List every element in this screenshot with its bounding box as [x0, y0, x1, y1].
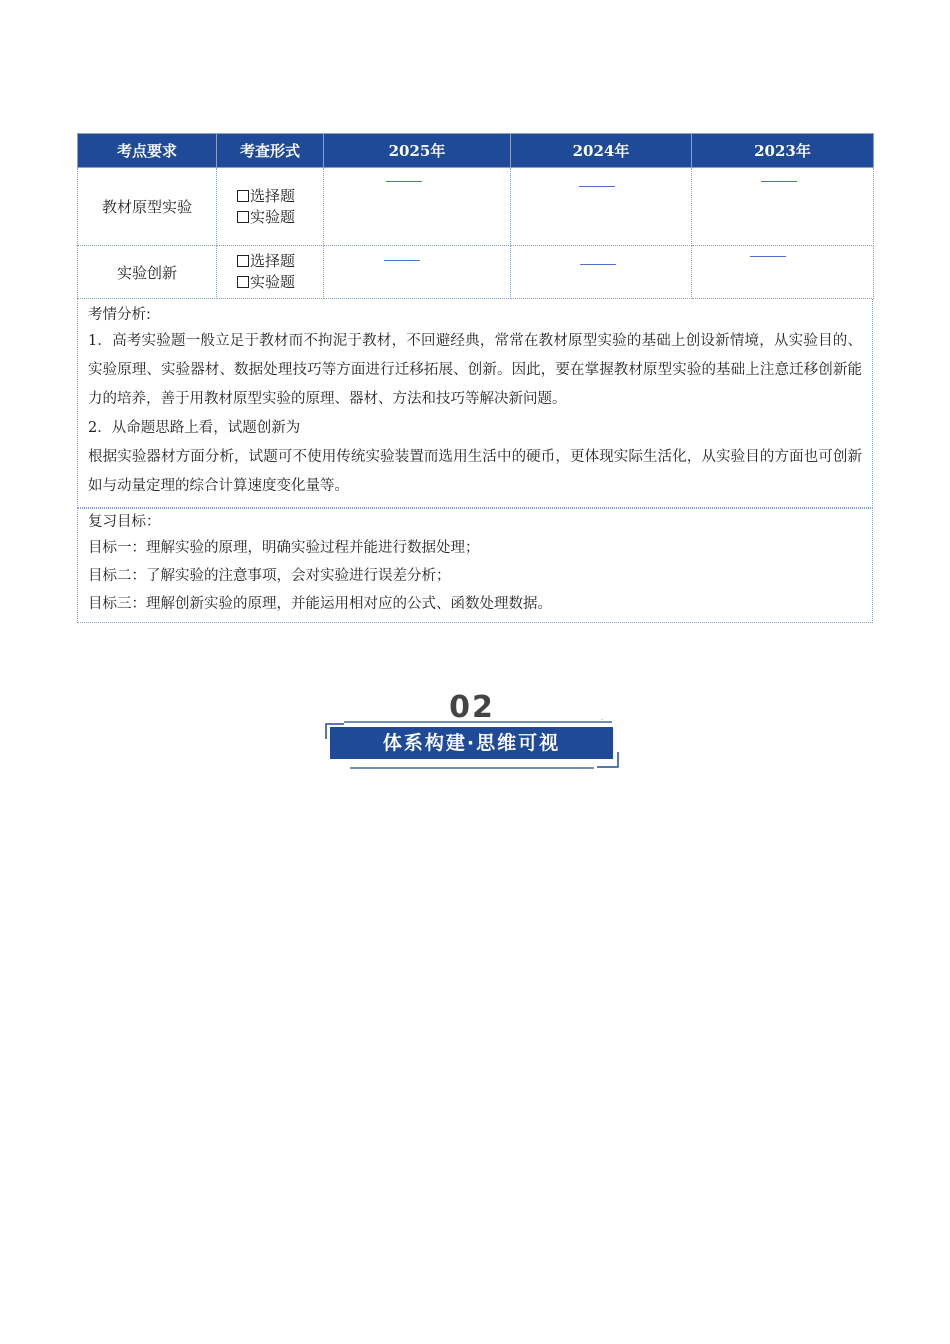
- answer-line: [750, 256, 786, 257]
- exam-overview: [77, 133, 873, 623]
- blank-cell-2025: [324, 246, 511, 299]
- checkbox[interactable]: [237, 255, 249, 267]
- blank-cell-2024: [511, 246, 692, 299]
- table-header-row: [78, 134, 874, 168]
- checkbox[interactable]: [237, 276, 249, 288]
- analysis-paragraph: 2．从命题思路上看，试题创新为: [88, 420, 301, 436]
- analysis-paragraph: 根据实验器材方面分析，试题可不使用传统实验装置而选用生活中的硬币，更体现实际生活化，从实验目的方面也可创新如与动量定理的综合计算速度变化量等。: [88, 449, 862, 494]
- table-row: [78, 246, 874, 299]
- header-2025: 2025年: [324, 134, 511, 168]
- answer-line: [579, 186, 615, 187]
- analysis-paragraph: 1．高考实验题一般立足于教材而不拘泥于教材，不回避经典，常常在教材原型实验的基础上创设新情境，从实验目的、实验原理、实验器材、数据处理技巧等方面进行迁移拓展、创新。因此，要在掌握教材原型实验的基础上注意迁移创新能力的培养，善于用教材原型实验的原理、器材、方法和技巧等解决新问题。: [88, 333, 862, 407]
- goal-item: 目标一：理解实验的原理，明确实验过程并能进行数据处理；: [88, 540, 480, 556]
- option-label: 选择题: [250, 252, 296, 270]
- form-cell: [217, 246, 324, 299]
- table-row: [78, 168, 874, 246]
- header-topic: 考点要求: [78, 134, 217, 168]
- checkbox[interactable]: [237, 211, 249, 223]
- option-label: 选择题: [250, 186, 296, 205]
- goal-item: 目标二：了解实验的注意事项，会对实验进行误差分析；: [88, 568, 451, 584]
- goals-heading: 复习目标：: [88, 514, 161, 530]
- analysis-heading: 考情分析:: [88, 307, 151, 323]
- checkbox[interactable]: [237, 190, 249, 202]
- header-form: 考查形式: [217, 134, 324, 168]
- answer-line: [761, 181, 797, 182]
- section-number: 02: [449, 690, 495, 725]
- option-label: 实验题: [250, 207, 296, 226]
- topic-cell: 实验创新: [78, 246, 217, 299]
- form-cell: [217, 168, 324, 246]
- analysis-panel: [77, 299, 873, 508]
- topic-cell: 教材原型实验: [78, 168, 217, 246]
- header-2024: 2024年: [511, 134, 692, 168]
- blank-cell-2023: [692, 168, 874, 246]
- option-row: [237, 251, 323, 272]
- option-row: [237, 207, 323, 228]
- blank-cell-2023: [692, 246, 874, 299]
- exam-table: [77, 133, 874, 299]
- answer-line: [580, 264, 616, 265]
- answer-line: [386, 181, 422, 182]
- header-2023: 2023年: [692, 134, 874, 168]
- option-row: [237, 186, 323, 207]
- section-banner: [322, 690, 622, 776]
- goals-panel: [77, 508, 873, 623]
- blank-cell-2024: [511, 168, 692, 246]
- goal-item: 目标三：理解创新实验的原理，并能运用相对应的公式、函数处理数据。: [88, 596, 552, 612]
- option-label: 实验题: [250, 273, 296, 291]
- section-title: 体系构建·思维可视: [330, 727, 613, 759]
- option-row: [237, 272, 323, 293]
- blank-cell-2025: [324, 168, 511, 246]
- answer-line: [384, 260, 420, 261]
